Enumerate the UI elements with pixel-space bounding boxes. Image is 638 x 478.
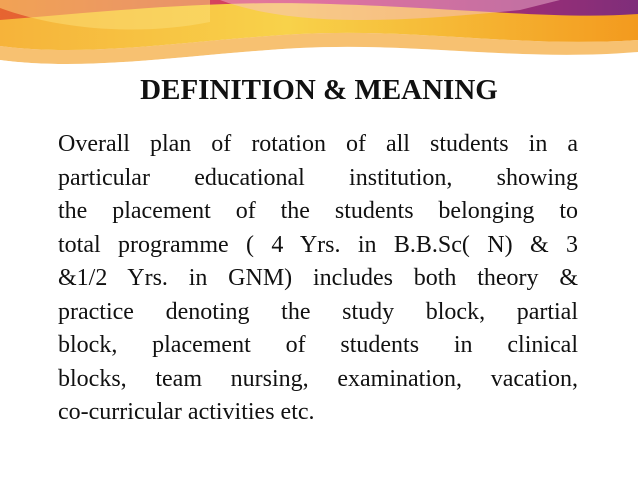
- slide-title: DEFINITION & MEANING: [140, 74, 498, 106]
- paragraph-line: Overall plan of rotation of all students in a: [58, 131, 578, 157]
- paragraph-line: co-curricular activities etc.: [58, 399, 315, 425]
- paragraph-line: practice denoting the study block, partial: [58, 298, 578, 325]
- paragraph-line: block, placement of students in clinical: [58, 332, 578, 358]
- paragraph-line: &1/2 Yrs. in GNM) includes both theory &: [58, 265, 578, 291]
- paragraph-line: particular educational institution, showing: [58, 164, 578, 191]
- paragraph-line: total programme ( 4 Yrs. in B.B.Sc( N) & 3: [58, 231, 578, 258]
- paragraph-line: blocks, team nursing, examination, vacation,: [58, 365, 578, 392]
- paragraph-line: the placement of the students belonging to: [58, 198, 578, 224]
- definition-paragraph: [58, 128, 578, 430]
